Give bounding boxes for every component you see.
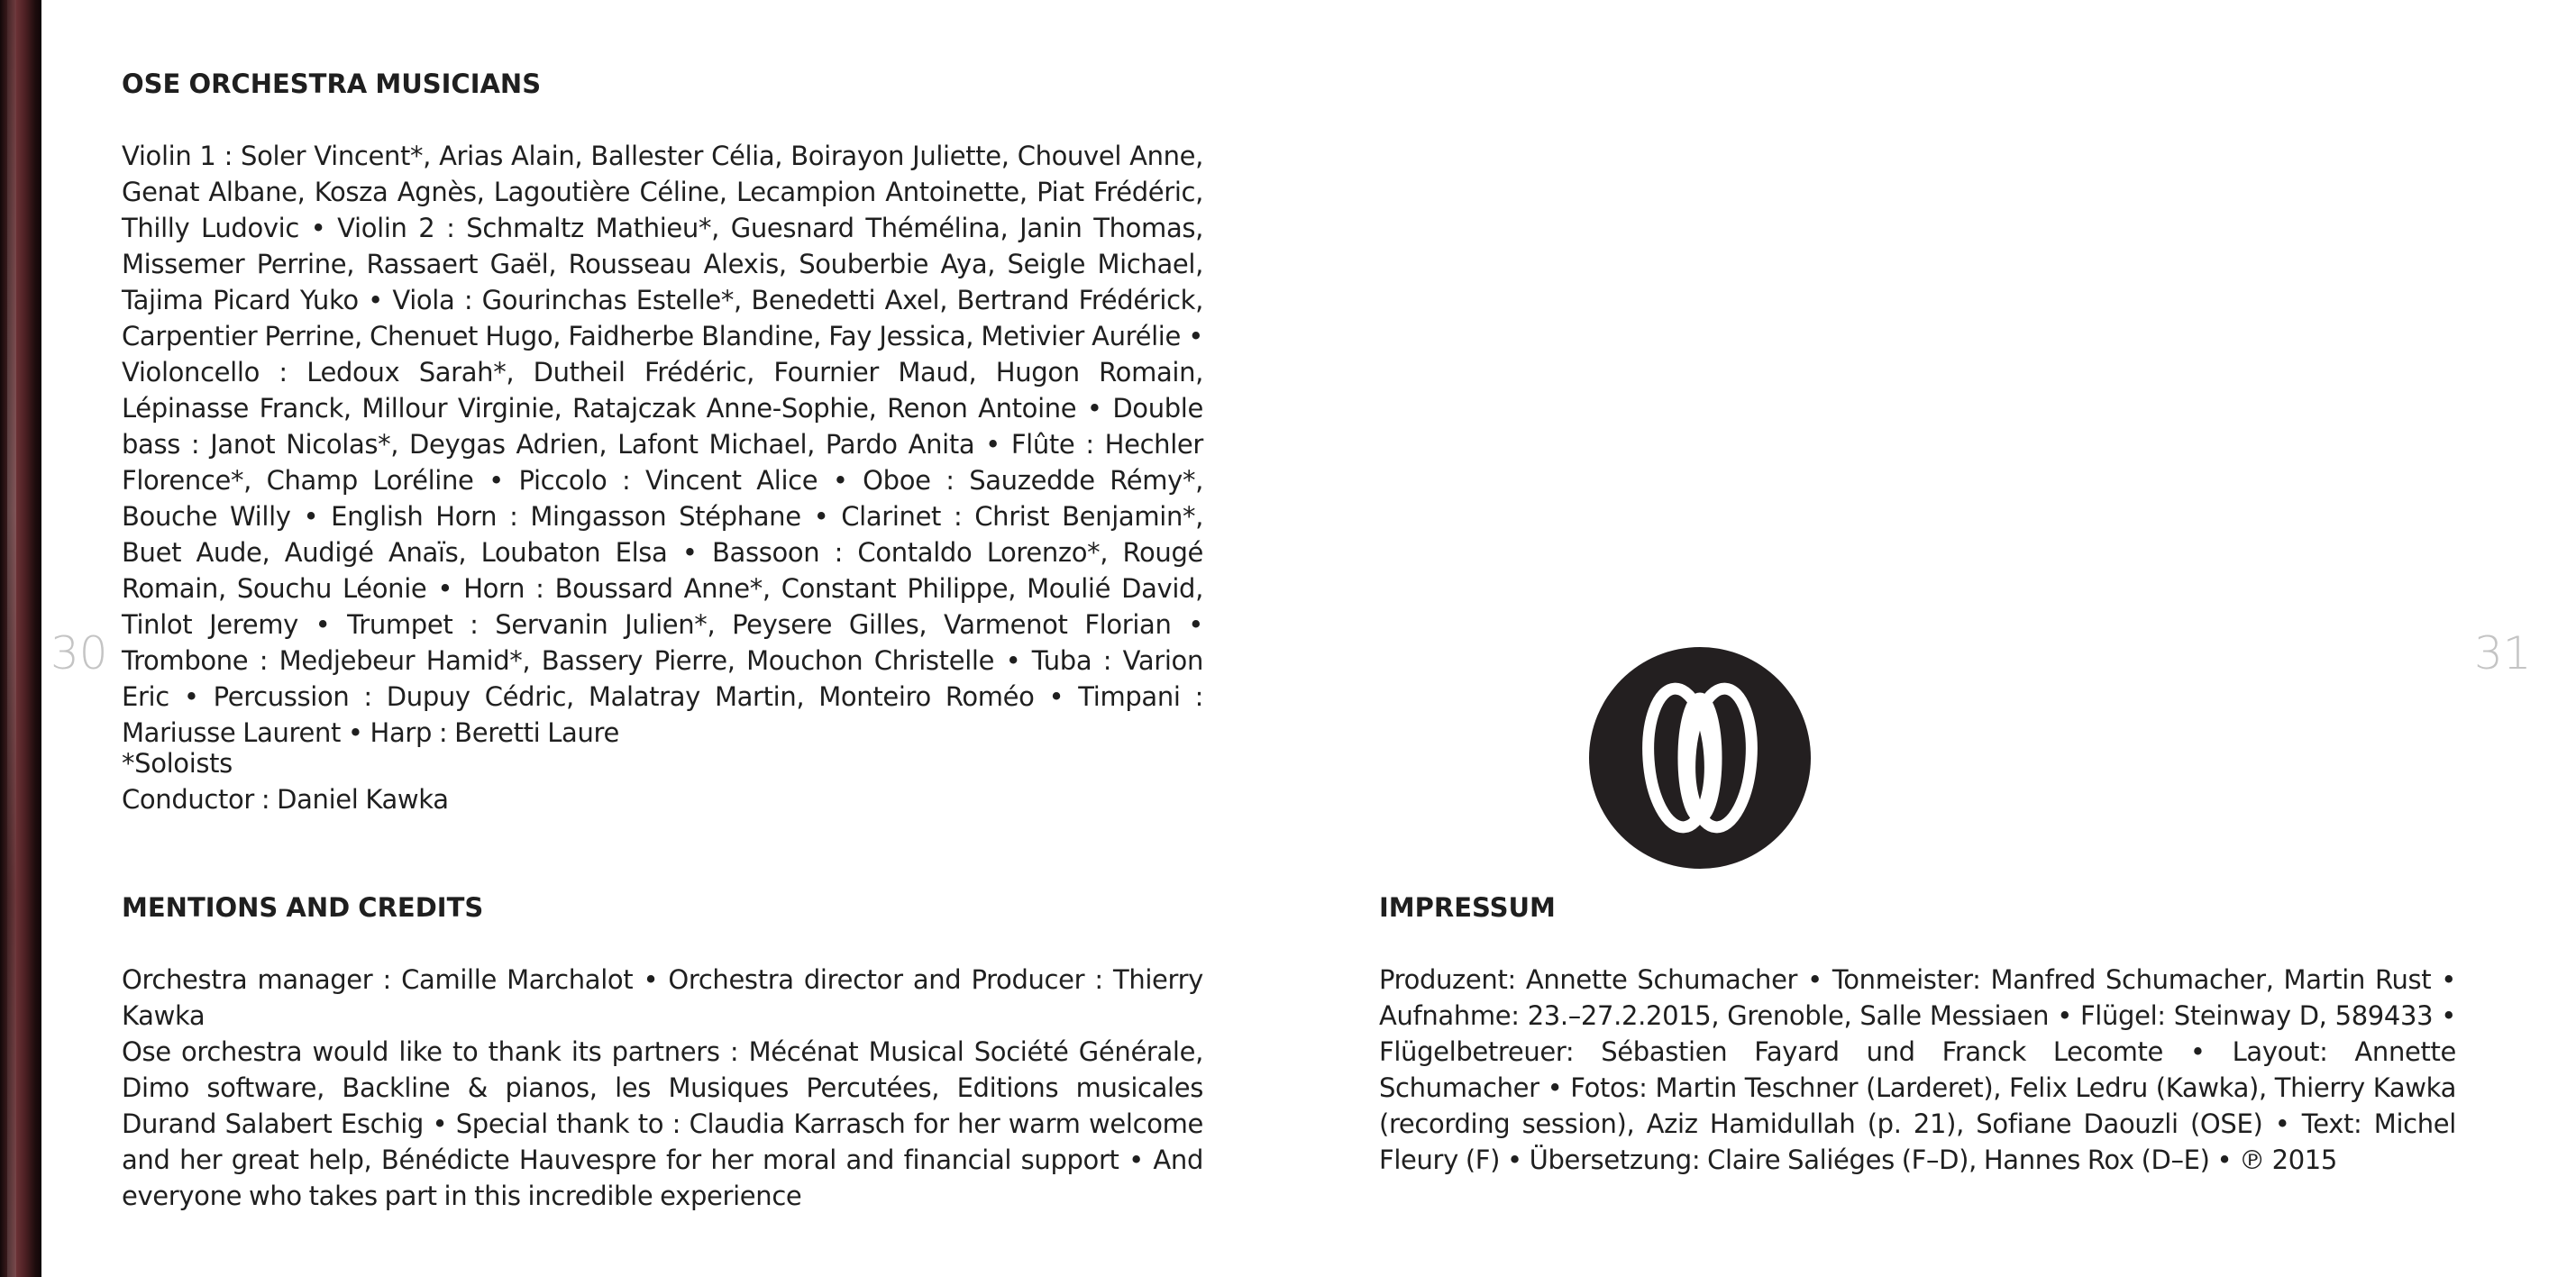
credits-section <box>122 889 1203 926</box>
credits-heading: MENTIONS AND CREDITS <box>122 892 484 923</box>
credits-managers-block <box>122 962 1203 1034</box>
page-number-right: 31 <box>2474 627 2532 680</box>
impressum-heading: IMPRESSUM <box>1379 892 1556 923</box>
musicians-body: Violin 1 : Soler Vincent*, Arias Alain, Ballester Célia, Boirayon Juliette, Chouvel Anne, Genat Albane, Kosza Agnès, Lagoutière Céline, Lecampion Antoinette, Piat Frédéric, Thilly Ludovic • Violin 2 : Schmaltz Mathieu*, Guesnard Thémélina, Janin Thomas, Missemer Perrine, Rassaert Gaël, Rousseau Alexis, Souberbie Aya, Seigle Michael, Tajima Picard Yuko • Viola : Gourinchas Estelle*, Benedetti Axel, Bertrand Frédérick, Carpentier Perrine, Chenuet Hugo, Faidherbe Blandine, Fay Jessica, Metivier Aurélie • Violoncello : Ledoux Sarah*, Dutheil Frédéric, Fournier Maud, Hugon Romain, Lépinasse Franck, Millour Virginie, Ratajczak Anne-Sophie, Renon Antoine • Double bass : Janot Nicolas*, Deygas Adrien, Lafont Michael, Pardo Anita • Flûte : Hechler Florence*, Champ Loréline • Piccolo : Vincent Alice • Oboe : Sauzedde Rémy*, Bouche Willy • English Horn : Mingasson Stéphane • Clarinet : Christ Benjamin*, Buet Aude, Audigé Anaïs, Loubaton Elsa • Bassoon : Contaldo Lorenzo*, Rougé Romain, Souchu Léonie • Horn : Boussard Anne*, Constant Philippe, Moulié David, Tinlot Jeremy • Trumpet : Servanin Julien*, Peysere Gilles, Varmenot Florian • Trombone : Medjebeur Hamid*, Bassery Pierre, Mouchon Christelle • Tuba : Varion Eric • Percussion : Dupuy Cédric, Malatray Martin, Monteiro Roméo • Timpani : Mariusse Laurent • Harp : Beretti Laure <box>122 141 1203 748</box>
page-number-left: 30 <box>50 627 108 680</box>
soloists-block <box>122 745 1203 817</box>
credits-managers: Orchestra manager : Camille Marchalot • Orchestra director and Producer : Thierry Kawka <box>122 964 1203 1031</box>
musicians-list <box>122 138 1203 751</box>
musicians-heading: OSE ORCHESTRA MUSICIANS <box>122 68 542 99</box>
interlocking-rings-logo-icon <box>1589 647 1811 869</box>
soloists-note: *Soloists <box>122 748 233 779</box>
logo-disc <box>1589 647 1811 869</box>
credits-thanks: Ose orchestra would like to thank its partners : Mécénat Musical Société Générale, Dimo software, Backline & pianos, les Musiques Percutées, Editions musicales Durand Salabert Eschig • Special thank to : Claudia Karrasch for her warm welcome and her great help, Bénédicte Hauvespre for her moral and financial support • And everyone who takes part in this incredible experience <box>122 1036 1203 1211</box>
impressum-block <box>1379 962 2456 1178</box>
credits-thanks-block <box>122 1034 1203 1214</box>
impressum-body: Produzent: Annette Schumacher • Tonmeister: Manfred Schumacher, Martin Rust • Aufnahme: 23.–27.2.2015, Grenoble, Salle Messiaen • Flügel: Steinway D, 589433 • Flügelbetreuer: Sébastien Fayard und Franck Lecomte • Layout: Annette Schumacher • Fotos: Martin Teschner (Larderet), Felix Ledru (Kawka), Thierry Kawka (recording session), Aziz Hamidullah (p. 21), Sofiane Daouzli (OSE) • Text: Michel Fleury (F) • Übersetzung: Claire Saliéges (F–D), Hannes Rox (D–E) • ℗ 2015 <box>1379 964 2456 1175</box>
book-spine <box>0 0 41 1277</box>
conductor-line: Conductor : Daniel Kawka <box>122 784 449 815</box>
impressum-section <box>1379 889 2456 926</box>
musicians-section <box>122 66 1203 102</box>
